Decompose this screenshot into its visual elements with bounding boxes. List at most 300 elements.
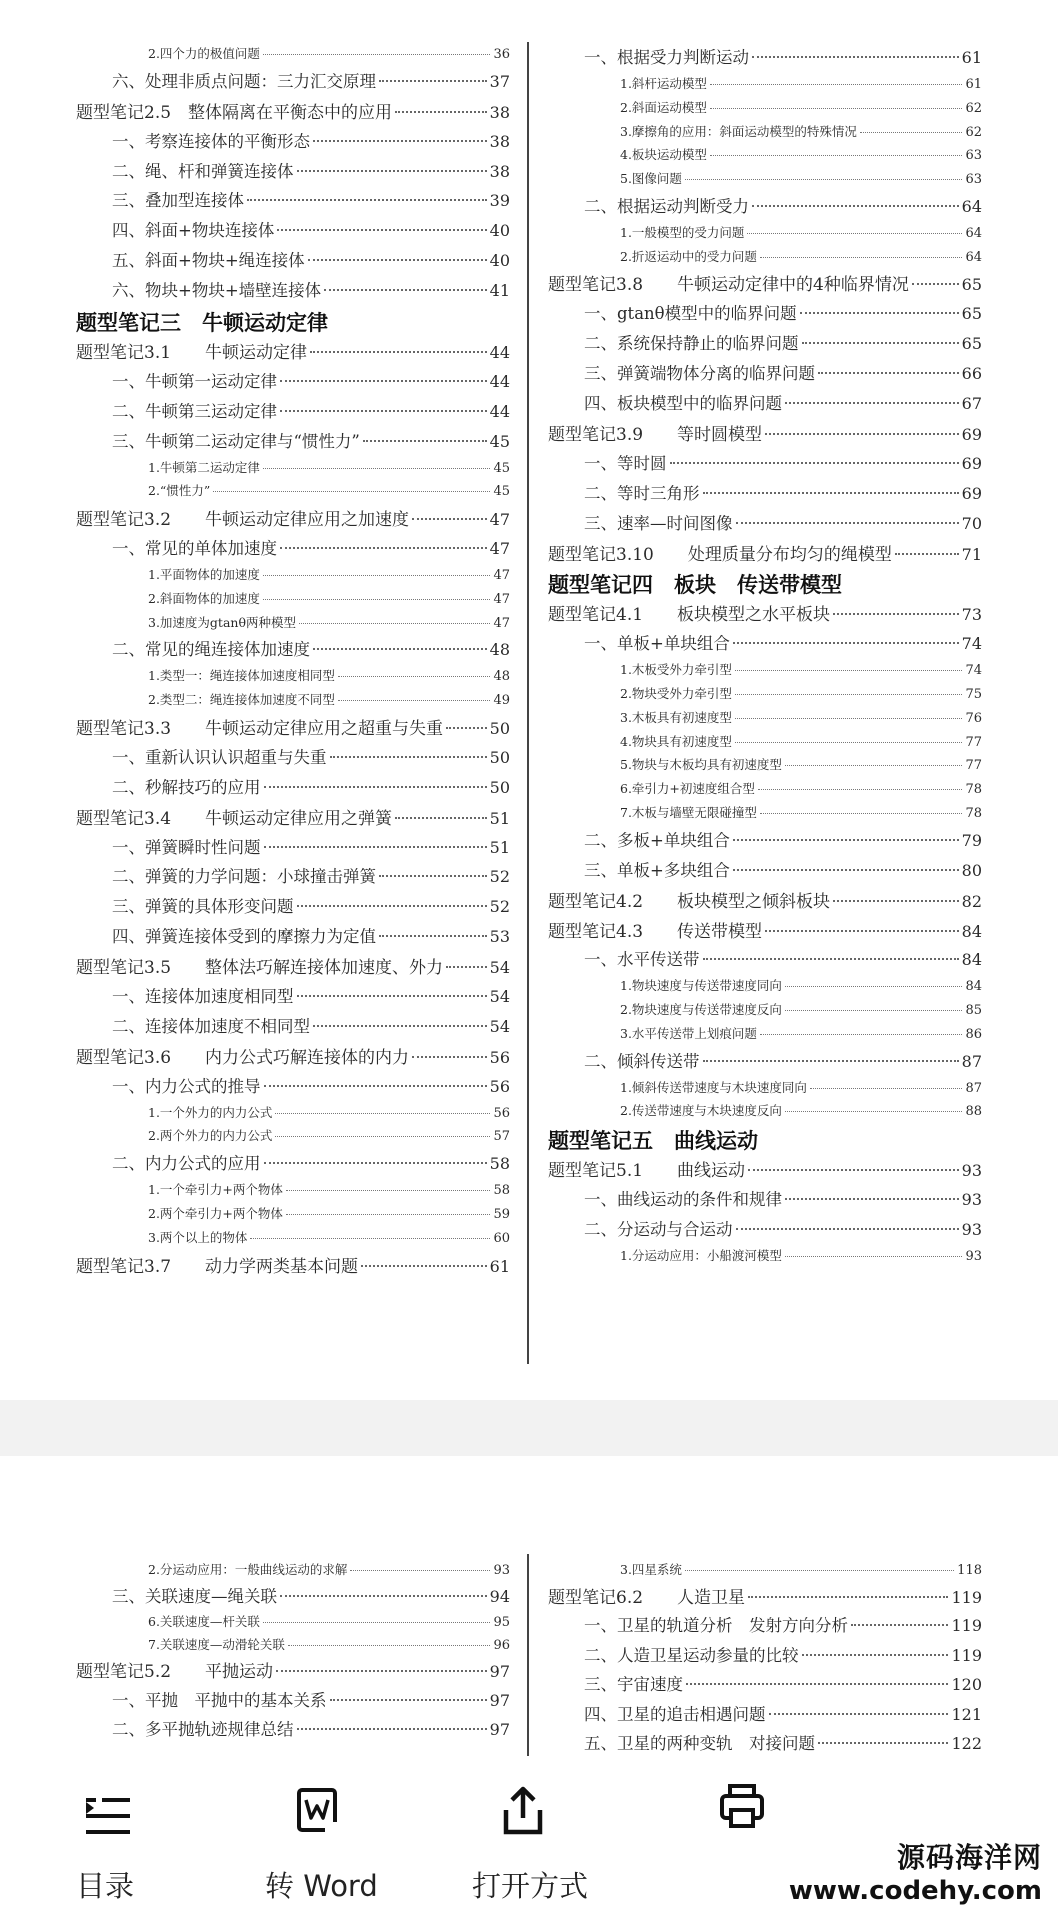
toc-entry[interactable] xyxy=(112,535,510,565)
toc-entry[interactable] xyxy=(148,1204,510,1228)
toc-entry-title: 一、根据受力判断运动 xyxy=(584,48,749,67)
toc-entry-title: 二、连接体加速度不相同型 xyxy=(112,1016,310,1036)
toc-entry-page: 38 xyxy=(489,161,510,181)
toc-entry-title: 一、常见的单体加速度 xyxy=(112,539,277,559)
toc-entry-title: 题型笔记3.3 牛顿运动定律应用之超重与失重 xyxy=(76,718,444,739)
watermark-url: www.codehy.com xyxy=(788,1876,1042,1906)
toc-entry-title: 一、考察连接体的平衡形态 xyxy=(112,131,310,151)
dot-leader xyxy=(263,468,491,469)
toc-entry-page: 60 xyxy=(493,1230,510,1246)
toc-entry[interactable] xyxy=(620,1246,982,1270)
toc-entry-page: 63 xyxy=(965,148,982,164)
toc-entry[interactable] xyxy=(112,217,510,247)
toc-entry[interactable] xyxy=(148,1180,510,1204)
toc-entry-title: 6.牵引力+初速度组合型 xyxy=(620,781,755,797)
toc-entry[interactable] xyxy=(548,917,982,947)
toc-entry-page: 82 xyxy=(961,891,982,911)
dot-leader xyxy=(758,789,963,790)
dot-leader xyxy=(264,786,487,788)
toc-entry-title: 一、等时圆 xyxy=(584,453,667,473)
toc-entry-title: 2.四个力的极值问题 xyxy=(148,46,260,61)
toc-entry[interactable] xyxy=(584,300,982,330)
toc-entry[interactable] xyxy=(112,834,510,864)
toc-entry-page: 36 xyxy=(493,47,510,62)
toc-entry-page: 57 xyxy=(493,1129,510,1145)
toc-entry[interactable] xyxy=(112,68,510,98)
toc-entry-title: 1.类型一：绳连接体加速度相同型 xyxy=(148,668,335,684)
toc-entry-page: 75 xyxy=(965,687,982,702)
toc-entry-title: 题型笔记4.2 板块模型之倾斜板块 xyxy=(548,891,831,912)
toc-entry[interactable] xyxy=(148,481,510,505)
toc-entry-title: 2.斜面运动模型 xyxy=(620,99,707,115)
toc-entry[interactable] xyxy=(148,589,510,613)
toc-chapter-heading[interactable] xyxy=(548,569,982,600)
toc-entry-page: 50 xyxy=(489,747,510,767)
toc-entry[interactable] xyxy=(148,44,510,68)
toc-entry-title: 题型笔记四 板块 传送带模型 xyxy=(548,572,842,598)
dot-leader xyxy=(338,700,491,701)
toc-entry[interactable] xyxy=(112,863,510,893)
toc-entry[interactable] xyxy=(112,1013,510,1043)
dot-leader xyxy=(686,1683,948,1685)
toc-entry[interactable] xyxy=(548,1583,982,1613)
toc-entry-title: 一、弹簧瞬时性问题 xyxy=(112,837,261,857)
toc-entry-page: 86 xyxy=(965,1026,982,1042)
toc-entry-page: 45 xyxy=(493,484,510,500)
toc-entry[interactable] xyxy=(112,893,510,923)
toc-entry[interactable] xyxy=(620,98,982,122)
word-convert-icon xyxy=(295,1786,341,1836)
toc-entry[interactable] xyxy=(584,450,982,480)
dot-leader xyxy=(277,229,486,231)
toc-entry[interactable] xyxy=(620,122,982,146)
dot-leader xyxy=(785,402,959,404)
toc-entry[interactable] xyxy=(112,1073,510,1103)
dot-leader xyxy=(379,80,487,82)
toc-entry-page: 47 xyxy=(489,510,510,530)
toc-entry-page: 38 xyxy=(489,131,510,151)
toc-entry-page: 67 xyxy=(961,394,982,413)
toc-entry-title: 三、宇宙速度 xyxy=(584,1675,683,1694)
dot-leader xyxy=(703,958,959,960)
dot-leader xyxy=(818,1742,948,1744)
dot-leader xyxy=(313,648,487,650)
toc-entry-page: 62 xyxy=(965,100,982,116)
toc-entry-page: 97 xyxy=(489,1690,510,1710)
dot-leader xyxy=(736,1228,959,1230)
toc-entry-page: 44 xyxy=(489,371,510,391)
toc-entry-title: 1.牛顿第二运动定律 xyxy=(148,459,260,475)
toc-entry[interactable] xyxy=(76,804,510,834)
dot-leader xyxy=(785,765,963,766)
toc-entry-page: 93 xyxy=(961,1161,982,1181)
toc-entry-page: 77 xyxy=(965,758,982,774)
toc-entry[interactable] xyxy=(76,1252,510,1282)
dot-leader xyxy=(736,522,959,524)
toc-entry[interactable] xyxy=(584,193,982,223)
toc-entry[interactable] xyxy=(584,1671,982,1701)
dot-leader xyxy=(860,132,963,133)
dot-leader xyxy=(735,670,963,671)
toc-column-left xyxy=(76,1456,510,1756)
toc-entry-page: 66 xyxy=(961,364,982,384)
toc-entry[interactable] xyxy=(620,755,982,779)
toc-entry-title: 1.一个牵引力+两个物体 xyxy=(148,1182,283,1198)
toc-entry[interactable] xyxy=(112,774,510,804)
toc-entry-page: 74 xyxy=(965,663,982,679)
toc-entry-title: 三、关联速度—绳关联 xyxy=(112,1586,277,1606)
toc-entry[interactable] xyxy=(548,270,982,300)
share-icon xyxy=(500,1786,546,1838)
toc-entry[interactable] xyxy=(584,1216,982,1246)
toc-entry-title: 二、内力公式的应用 xyxy=(112,1154,261,1174)
dot-leader xyxy=(446,727,487,729)
toc-entry-page: 119 xyxy=(951,1587,982,1607)
toc-entry-page: 69 xyxy=(961,483,982,503)
toc-entry-title: 题型笔记三 牛顿运动定律 xyxy=(76,310,328,335)
toc-entry[interactable] xyxy=(620,145,982,169)
toc-entry[interactable] xyxy=(148,1560,510,1583)
toc-entry-page: 52 xyxy=(489,867,510,887)
toc-entry-title: 三、单板+多块组合 xyxy=(584,860,730,880)
toc-entry[interactable] xyxy=(148,1103,510,1127)
toc-entry-title: 2.类型二：绳连接体加速度不同型 xyxy=(148,692,335,708)
toc-entry-title: 二、系统保持静止的临界问题 xyxy=(584,334,799,354)
dot-leader xyxy=(833,613,959,615)
toc-entry[interactable] xyxy=(112,1583,510,1613)
toc-entry[interactable] xyxy=(112,187,510,217)
toc-entry-title: 1.倾斜传送带速度与木块速度同向 xyxy=(620,1079,807,1095)
dot-leader xyxy=(710,155,963,156)
open-with-label: 打开方式 xyxy=(472,1869,589,1903)
dot-leader xyxy=(297,995,487,997)
toc-button[interactable] xyxy=(60,1756,170,1920)
toc-entry-page: 52 xyxy=(489,897,510,917)
dot-leader xyxy=(735,718,963,719)
toc-entry-title: 2.传送带速度与木块速度反向 xyxy=(620,1103,782,1119)
toc-entry[interactable] xyxy=(548,600,982,630)
dot-leader xyxy=(361,1265,487,1267)
dot-leader xyxy=(297,905,487,907)
toc-entry-page: 39 xyxy=(489,191,510,211)
toc-entry-page: 40 xyxy=(489,221,510,241)
dot-leader xyxy=(412,518,487,520)
toc-entry[interactable] xyxy=(620,708,982,732)
toc-entry[interactable] xyxy=(584,1642,982,1672)
toc-entry[interactable] xyxy=(76,505,510,535)
toc-entry[interactable] xyxy=(112,277,510,307)
toc-entry[interactable] xyxy=(584,1186,982,1216)
toc-entry-page: 61 xyxy=(961,48,982,67)
toc-entry-page: 93 xyxy=(961,1220,982,1239)
toc-entry[interactable] xyxy=(584,480,982,510)
toc-chapter-heading[interactable] xyxy=(76,307,510,338)
toc-entry[interactable] xyxy=(148,666,510,690)
dot-leader xyxy=(308,259,487,261)
toc-entry[interactable] xyxy=(584,44,982,74)
dot-leader xyxy=(760,1034,963,1035)
toc-entry-page: 70 xyxy=(961,513,982,533)
dot-leader xyxy=(264,1162,487,1164)
toc-entry[interactable] xyxy=(584,1612,982,1642)
toc-entry-page: 119 xyxy=(951,1645,982,1665)
toc-column-left xyxy=(76,0,510,1400)
toc-entry[interactable] xyxy=(112,398,510,428)
toc-entry-page: 37 xyxy=(489,71,510,91)
toc-entry-title: 题型笔记3.5 整体法巧解连接体加速度、外力 xyxy=(76,958,444,979)
dot-leader xyxy=(275,1136,490,1137)
dot-leader xyxy=(912,283,959,285)
toc-entry[interactable] xyxy=(584,1701,982,1731)
printer-icon xyxy=(718,1782,766,1830)
toc-entry-title: 2.“惯性力” xyxy=(148,483,211,499)
toc-entry[interactable] xyxy=(620,1101,982,1125)
toc-entry-page: 71 xyxy=(961,544,982,564)
toc-entry-page: 50 xyxy=(489,777,510,797)
toc-entry[interactable] xyxy=(76,1657,510,1687)
dot-leader xyxy=(785,986,963,987)
dot-leader xyxy=(363,440,487,442)
toc-entry[interactable] xyxy=(148,1635,510,1658)
toc-entry[interactable] xyxy=(548,887,982,917)
toc-entry-title: 7.关联速度—动滑轮关联 xyxy=(148,1636,285,1652)
toc-entry-title: 一、gtanθ模型中的临界问题 xyxy=(584,304,797,324)
toc-entry-title: 题型笔记五 曲线运动 xyxy=(548,1128,758,1154)
dot-leader xyxy=(765,433,959,435)
watermark-title: 源码海洋网 xyxy=(896,1841,1042,1874)
toc-entry-page: 74 xyxy=(961,634,982,654)
toc-entry[interactable] xyxy=(148,1612,510,1635)
toc-entry[interactable] xyxy=(584,630,982,660)
toc-entry-title: 四、板块模型中的临界问题 xyxy=(584,394,782,413)
toc-entry-page: 85 xyxy=(965,1003,982,1019)
dot-leader xyxy=(785,1010,963,1011)
toc-entry[interactable] xyxy=(584,946,982,976)
toc-entry-page: 93 xyxy=(493,1563,510,1578)
toc-entry[interactable] xyxy=(584,1048,982,1078)
toc-entry-page: 47 xyxy=(493,615,510,631)
toc-entry-title: 二、人造卫星运动参量的比较 xyxy=(584,1645,799,1665)
dot-leader xyxy=(213,491,490,492)
dot-leader xyxy=(810,1088,963,1089)
toc-entry-page: 45 xyxy=(493,460,510,476)
dot-leader xyxy=(785,1198,959,1200)
toc-entry-title: 二、分运动与合运动 xyxy=(584,1220,733,1239)
toc-entry-title: 3.四星系统 xyxy=(620,1562,682,1577)
toc-entry-page: 80 xyxy=(961,860,982,880)
toc-entry[interactable] xyxy=(584,360,982,390)
toc-entry-title: 五、斜面+物块+绳连接体 xyxy=(112,251,305,271)
toc-entry[interactable] xyxy=(148,1228,510,1252)
print-button[interactable] xyxy=(690,1756,790,1808)
toc-entry[interactable] xyxy=(76,338,510,368)
toc-entry[interactable] xyxy=(584,857,982,887)
toc-entry-title: 1.木板受外力牵引型 xyxy=(620,662,732,678)
toc-entry-page: 61 xyxy=(489,1256,510,1276)
dot-leader xyxy=(710,84,963,85)
toc-entry-page: 77 xyxy=(965,734,982,750)
toc-entry[interactable] xyxy=(148,565,510,589)
toc-entry-page: 45 xyxy=(489,431,510,451)
toc-entry[interactable] xyxy=(620,1560,982,1583)
toc-entry-page: 41 xyxy=(489,281,510,301)
toc-entry-title: 2.折返运动中的受力问题 xyxy=(620,248,757,264)
toc-entry[interactable] xyxy=(76,1043,510,1073)
toc-entry[interactable] xyxy=(548,420,982,450)
toc-entry[interactable] xyxy=(620,779,982,803)
toc-entry-title: 题型笔记2.5 整体隔离在平衡态中的应用 xyxy=(76,102,393,123)
toc-entry-title: 一、水平传送带 xyxy=(584,950,700,970)
toc-entry[interactable] xyxy=(76,953,510,983)
dot-leader xyxy=(703,492,959,494)
toc-entry-title: 2.物块速度与传送带速度反向 xyxy=(620,1002,782,1018)
toc-entry-page: 47 xyxy=(489,539,510,559)
toc-entry[interactable] xyxy=(620,74,982,98)
toc-entry[interactable] xyxy=(112,158,510,188)
dot-leader xyxy=(379,935,487,937)
toc-entry-title: 六、物块+物块+墙壁连接体 xyxy=(112,281,322,301)
toc-entry-title: 1.分运动应用：小船渡河模型 xyxy=(620,1247,782,1263)
toc-entry-page: 122 xyxy=(951,1734,982,1753)
toc-entry-title: 二、根据运动判断受力 xyxy=(584,196,749,216)
toc-entry-title: 一、连接体加速度相同型 xyxy=(112,987,294,1006)
dot-leader xyxy=(276,1670,487,1672)
toc-entry[interactable] xyxy=(112,744,510,774)
toc-entry[interactable] xyxy=(148,690,510,714)
toc-entry[interactable] xyxy=(620,803,982,827)
toc-entry[interactable] xyxy=(148,613,510,637)
toc-entry-page: 97 xyxy=(489,1720,510,1739)
convert-word-label: 转 Word xyxy=(265,1869,378,1903)
dot-leader xyxy=(338,676,491,677)
dot-leader xyxy=(330,756,487,758)
dot-leader xyxy=(851,1624,948,1626)
dot-leader xyxy=(733,642,959,644)
toc-entry-page: 64 xyxy=(961,196,982,216)
dot-leader xyxy=(747,233,962,234)
toc-entry[interactable] xyxy=(584,330,982,360)
toc-entry-title: 一、重新认识认识超重与失重 xyxy=(112,747,327,767)
toc-entry[interactable] xyxy=(548,540,982,570)
toc-entry[interactable] xyxy=(112,1716,510,1746)
toc-entry-page: 65 xyxy=(961,334,982,354)
dot-leader xyxy=(802,342,959,344)
toc-entry-title: 一、曲线运动的条件和规律 xyxy=(584,1190,782,1210)
dot-leader xyxy=(250,1238,490,1239)
toc-entry-title: 3.木板具有初速度型 xyxy=(620,709,732,725)
toc-entry[interactable] xyxy=(148,1126,510,1150)
toc-entry[interactable] xyxy=(620,223,982,247)
dot-leader xyxy=(247,199,487,201)
toc-entry[interactable] xyxy=(112,983,510,1013)
toc-entry-title: 题型笔记3.6 内力公式巧解连接体的内力 xyxy=(76,1047,410,1068)
toc-entry-page: 120 xyxy=(951,1675,982,1694)
toc-entry[interactable] xyxy=(584,510,982,540)
dot-leader xyxy=(785,1256,963,1257)
toc-label: 目录 xyxy=(76,1869,135,1903)
toc-entry-page: 119 xyxy=(951,1616,982,1635)
toc-entry-title: 二、多板+单块组合 xyxy=(584,830,730,850)
toc-entry[interactable] xyxy=(148,458,510,482)
toc-entry-title: 题型笔记3.9 等时圆模型 xyxy=(548,424,763,445)
toc-entry-title: 1.一般模型的受力问题 xyxy=(620,224,745,240)
toc-entry[interactable] xyxy=(584,390,982,420)
toc-entry-page: 44 xyxy=(489,401,510,421)
toc-entry-title: 1.平面物体的加速度 xyxy=(148,567,260,582)
toc-entry[interactable] xyxy=(620,1000,982,1024)
toc-entry-title: 三、弹簧端物体分离的临界问题 xyxy=(584,364,815,384)
dot-leader xyxy=(412,1056,487,1058)
toc-entry[interactable] xyxy=(620,247,982,271)
toc-entry[interactable] xyxy=(620,660,982,684)
toc-entry[interactable] xyxy=(620,976,982,1000)
toc-entry[interactable] xyxy=(620,1078,982,1102)
toc-entry[interactable] xyxy=(76,98,510,128)
toc-entry-page: 62 xyxy=(965,124,982,140)
toc-entry-page: 97 xyxy=(489,1662,510,1681)
open-with-button[interactable] xyxy=(468,1756,589,1920)
toc-entry[interactable] xyxy=(548,1156,982,1186)
toc-entry[interactable] xyxy=(112,247,510,277)
toc-entry[interactable] xyxy=(620,1024,982,1048)
dot-leader xyxy=(313,140,487,142)
toc-entry-title: 三、叠加型连接体 xyxy=(112,191,244,211)
toc-entry-page: 121 xyxy=(951,1704,982,1724)
toc-entry[interactable] xyxy=(584,827,982,857)
toc-entry-title: 题型笔记5.2 平抛运动 xyxy=(76,1662,274,1682)
toc-chapter-heading[interactable] xyxy=(548,1125,982,1156)
toc-entry[interactable] xyxy=(112,636,510,666)
dot-leader xyxy=(324,289,486,291)
toc-entry-title: 四、斜面+物块连接体 xyxy=(112,221,275,241)
dot-leader xyxy=(733,839,959,841)
toc-entry[interactable] xyxy=(620,169,982,193)
toc-entry-page: 54 xyxy=(489,1016,510,1036)
toc-entry[interactable] xyxy=(112,428,510,458)
toc-entry-title: 三、牛顿第二运动定律与“惯性力” xyxy=(112,431,360,451)
toc-entry[interactable] xyxy=(112,128,510,158)
toc-entry-title: 一、内力公式的推导 xyxy=(112,1076,261,1096)
toc-entry-title: 5.图像问题 xyxy=(620,171,682,187)
list-icon xyxy=(84,1794,132,1840)
toc-entry-page: 93 xyxy=(961,1190,982,1210)
convert-word-button[interactable] xyxy=(255,1756,385,1920)
dot-leader xyxy=(752,205,959,207)
toc-entry[interactable] xyxy=(112,923,510,953)
dot-leader xyxy=(446,966,487,968)
dot-leader xyxy=(748,1596,948,1598)
dot-leader xyxy=(280,547,487,549)
toc-entry-page: 84 xyxy=(961,950,982,970)
toc-entry[interactable] xyxy=(620,684,982,708)
toc-entry[interactable] xyxy=(620,732,982,756)
dot-leader xyxy=(733,869,959,871)
dot-leader xyxy=(735,742,963,743)
toc-entry[interactable] xyxy=(76,714,510,744)
toc-entry-page: 63 xyxy=(965,172,982,188)
toc-entry[interactable] xyxy=(112,368,510,398)
toc-entry-page: 56 xyxy=(489,1047,510,1067)
toc-entry[interactable] xyxy=(112,1150,510,1180)
dot-leader xyxy=(275,1113,490,1114)
toc-entry-title: 1.一个外力的内力公式 xyxy=(148,1104,273,1120)
dot-leader xyxy=(685,179,963,180)
dot-leader xyxy=(299,623,490,624)
toc-entry[interactable] xyxy=(112,1687,510,1717)
toc-entry-page: 49 xyxy=(493,693,510,709)
dot-leader xyxy=(703,1060,959,1062)
dot-leader xyxy=(785,1111,963,1112)
